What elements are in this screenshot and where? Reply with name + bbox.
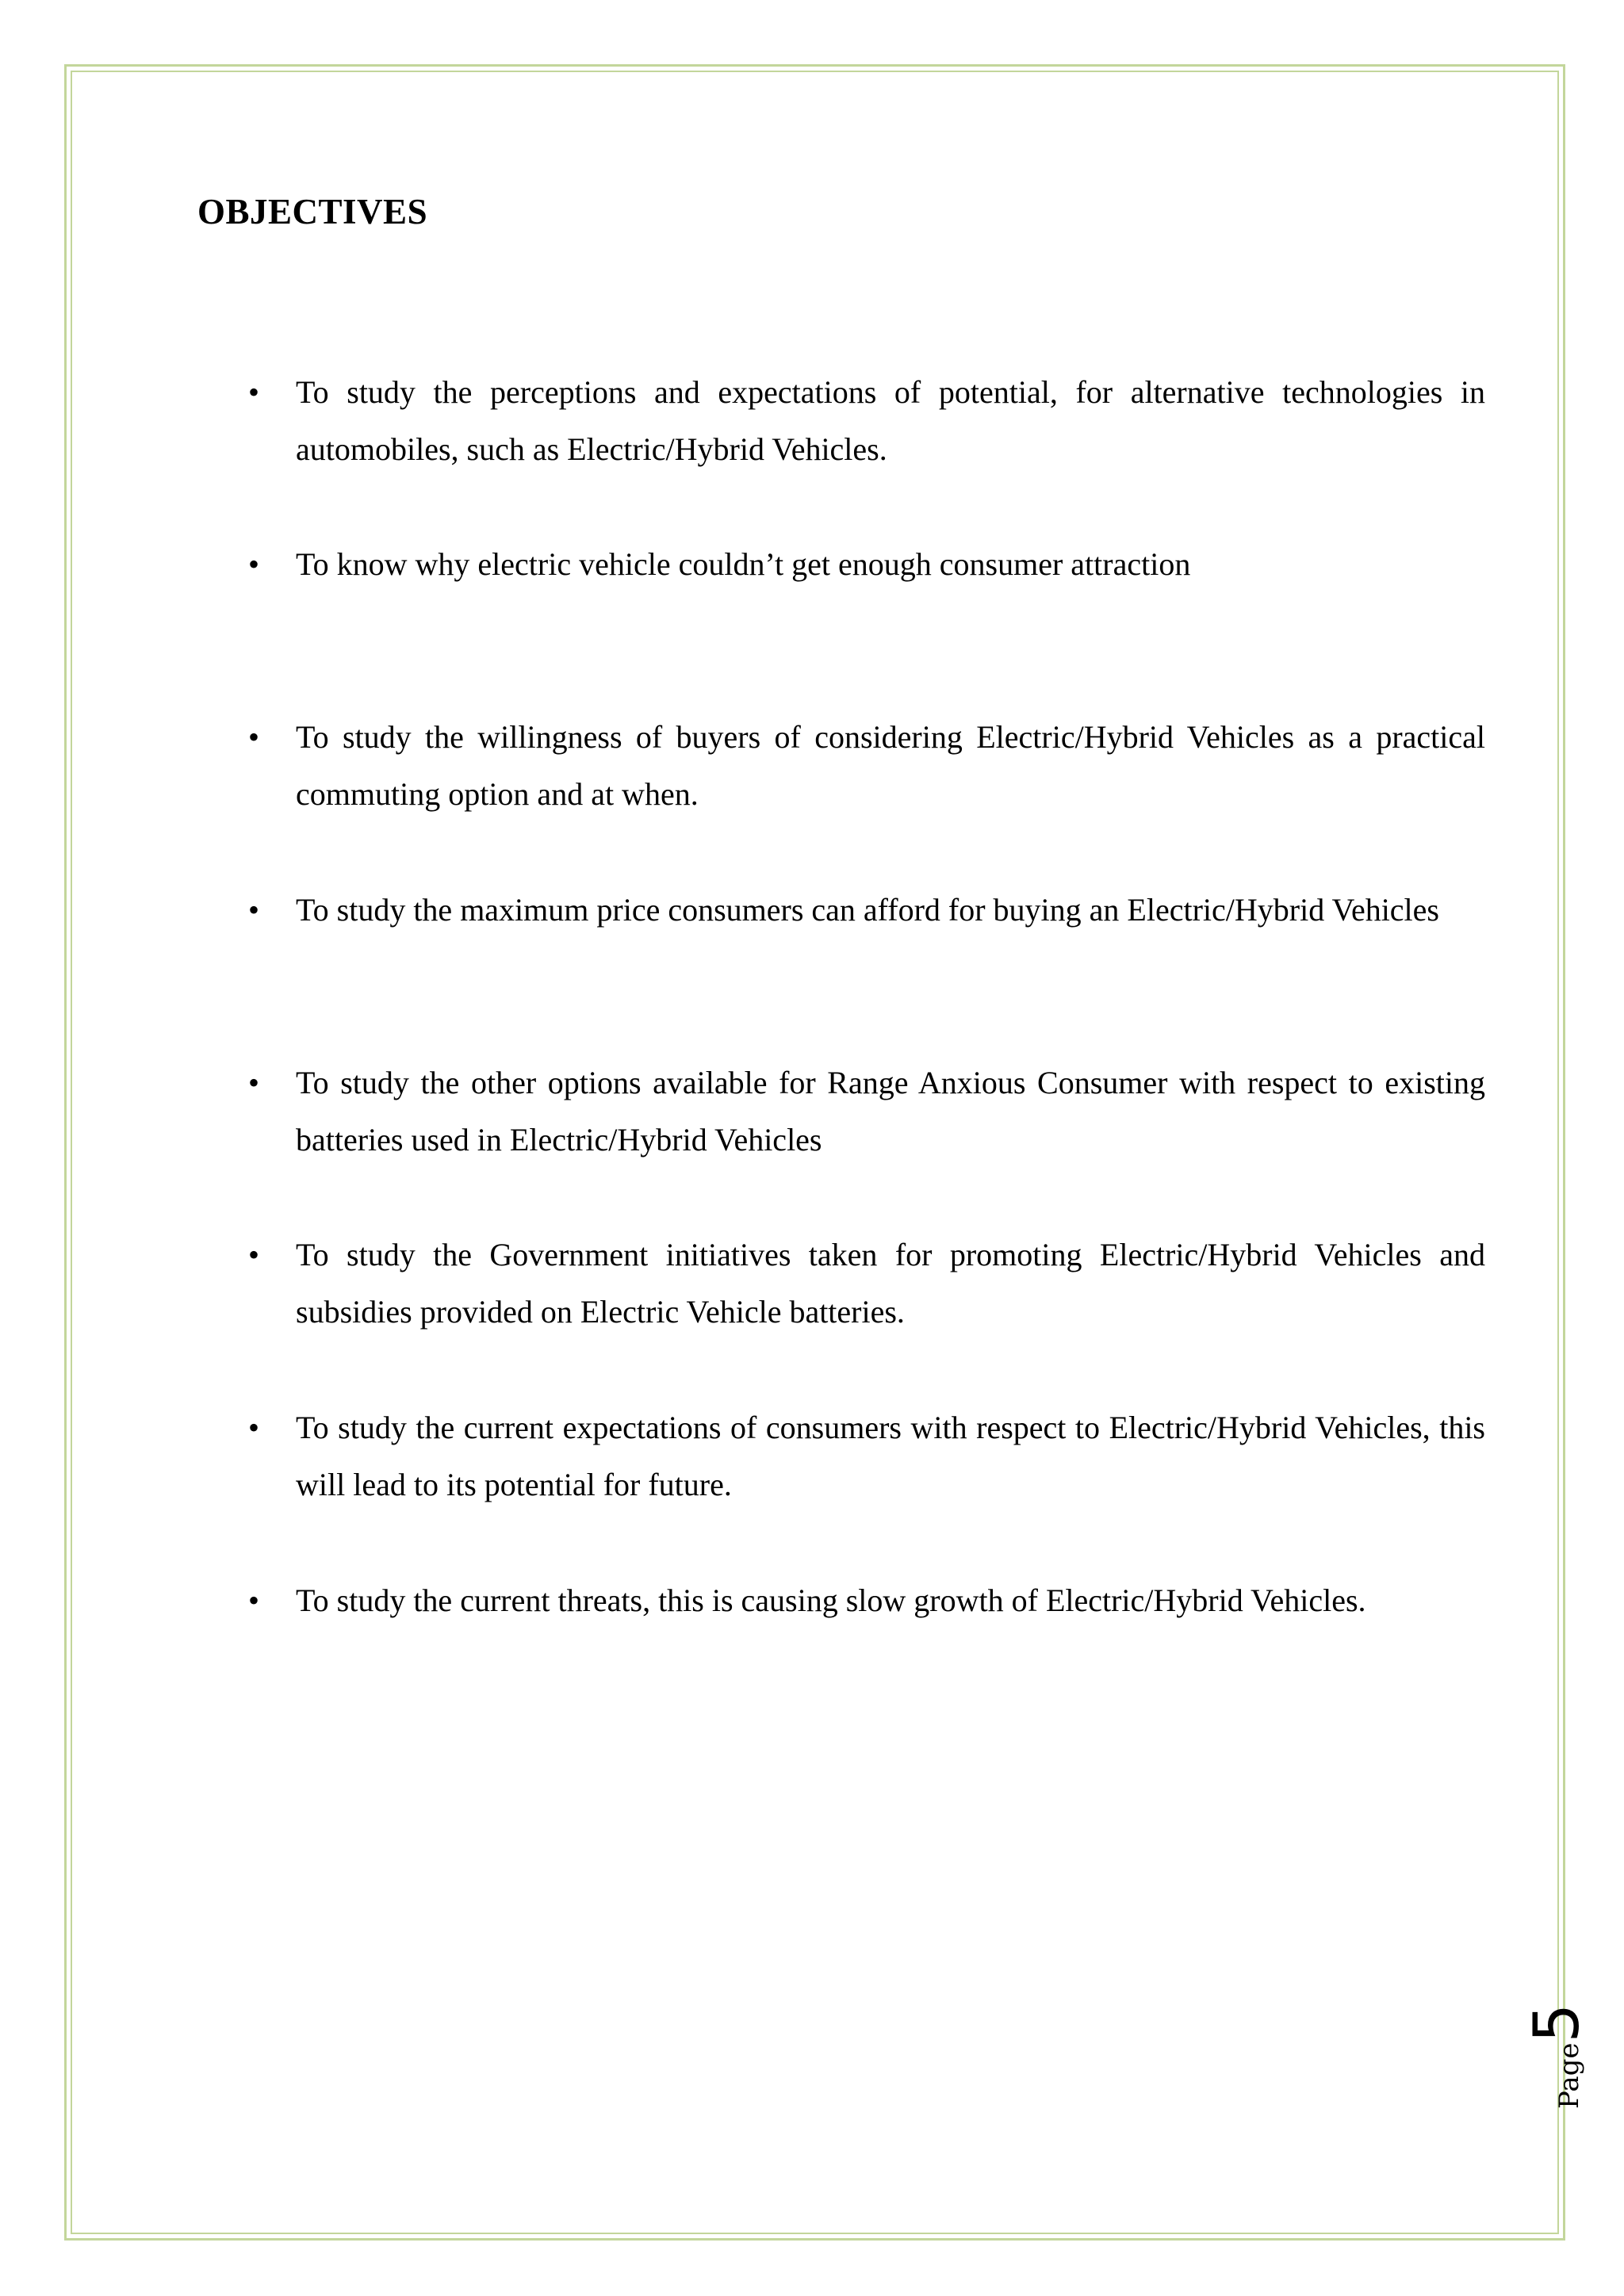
bullet-icon: • — [248, 892, 260, 928]
page-label: Page — [1553, 2042, 1585, 2109]
page-number: 5 — [1522, 2003, 1593, 2043]
objective-text: To know why electric vehicle couldn’t get enough consumer attraction — [296, 546, 1191, 582]
bullet-icon: • — [248, 1065, 260, 1100]
bullet-icon: • — [248, 546, 260, 582]
objective-text: To study the perceptions and expectations of potential, for alternative technologies in automobiles, such as Electric/Hybrid Vehicles. — [296, 374, 1485, 467]
objective-text: To study the current expectations of consumers with respect to Electric/Hybrid Vehicles, this will lead to its potential for future. — [296, 1410, 1485, 1502]
bullet-icon: • — [248, 719, 260, 755]
objective-text: To study the Government initiatives taken for promoting Electric/Hybrid Vehicles and subsidies provided on Electric Vehicle batteries. — [296, 1237, 1485, 1330]
bullet-icon: • — [248, 1410, 260, 1445]
bullet-icon: • — [248, 1582, 260, 1618]
bullet-icon: • — [248, 1237, 260, 1272]
objective-text: To study the maximum price consumers can afford for buying an Electric/Hybrid Vehicles — [296, 892, 1439, 928]
page-heading: OBJECTIVES — [197, 192, 428, 232]
objective-text: To study the willingness of buyers of considering Electric/Hybrid Vehicles as a practical commuting option and at when. — [296, 719, 1485, 812]
bullet-icon: • — [248, 374, 260, 410]
objective-text: To study the other options available for Range Anxious Consumer with respect to existing batteries used in Electric/Hybrid Vehicles — [296, 1065, 1485, 1158]
objective-text: To study the current threats, this is causing slow growth of Electric/Hybrid Vehicles. — [296, 1582, 1366, 1618]
